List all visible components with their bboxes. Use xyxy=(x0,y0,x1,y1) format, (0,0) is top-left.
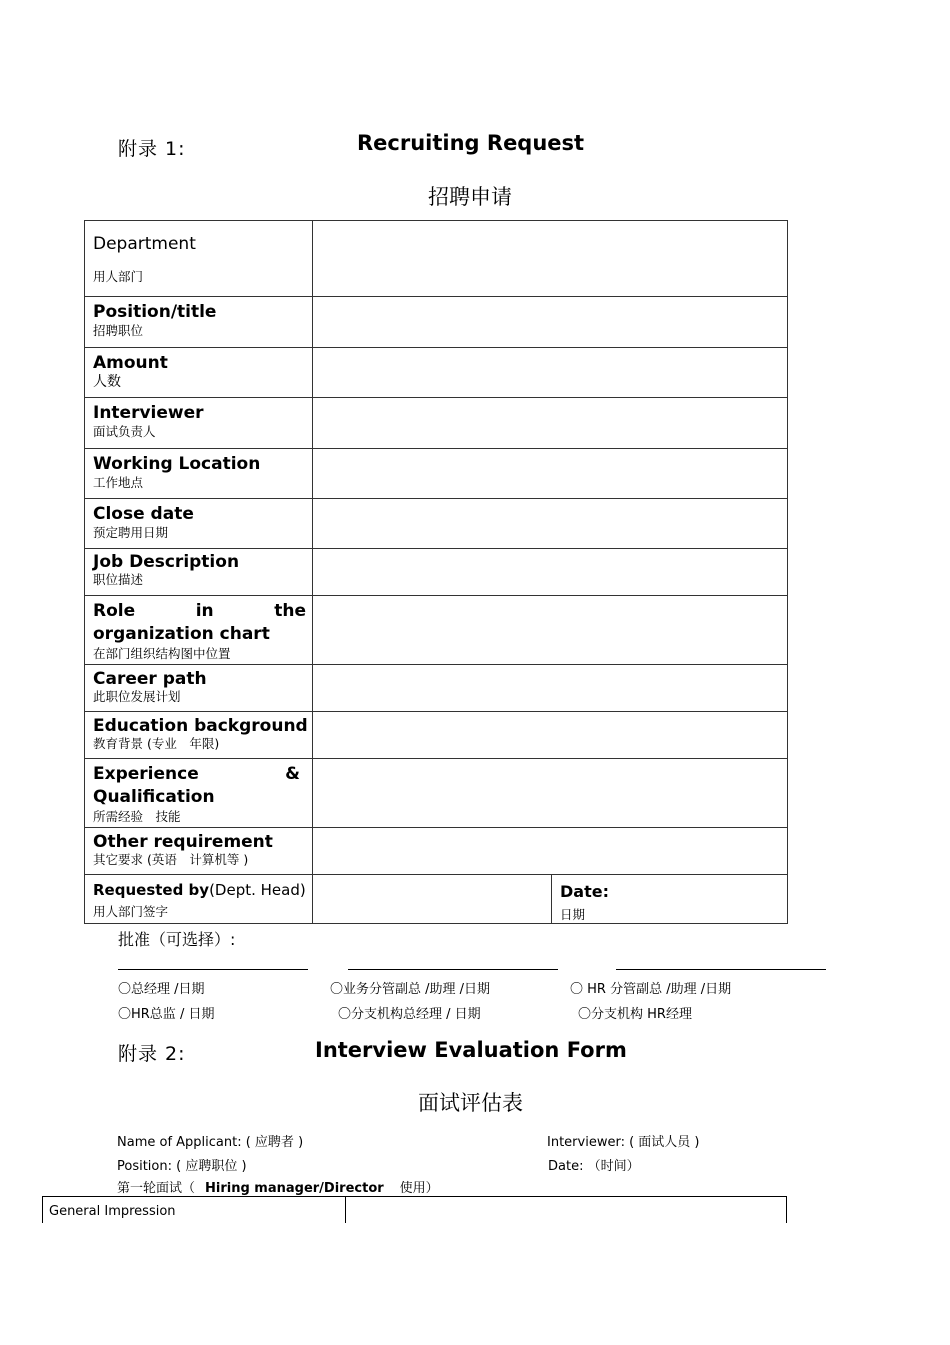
value-cell-career-path[interactable] xyxy=(313,665,788,712)
label-cell-career-path xyxy=(85,665,313,712)
requested-by-rest: (Dept. Head) xyxy=(209,881,306,899)
value-cell-interviewer[interactable] xyxy=(313,398,788,449)
date-field[interactable]: Date: （时间） xyxy=(548,1159,640,1174)
approval-signature-lines xyxy=(118,969,828,971)
signature-cell[interactable] xyxy=(313,875,552,924)
field-label-cn: 教育背景 (专业 年限) xyxy=(93,736,220,751)
approval-option[interactable]: 〇HR总监 / 日期 xyxy=(118,1007,215,1022)
label-cell-interviewer xyxy=(85,398,313,449)
recruiting-request-title: Recruiting Request xyxy=(357,131,585,155)
label-cell-experience-qualification xyxy=(85,759,313,828)
field-label-en: Career path xyxy=(93,669,207,689)
value-cell-position[interactable] xyxy=(313,297,788,348)
label-cell-requested-by xyxy=(85,875,313,924)
field-label-cn: 用人部门 xyxy=(93,269,144,284)
field-label-cn: 预定聘用日期 xyxy=(93,525,169,540)
label-cell-position xyxy=(85,297,313,348)
general-impression-label: General Impression xyxy=(49,1204,176,1219)
approval-option[interactable]: 〇业务分管副总 /助理 /日期 xyxy=(330,982,491,997)
field-label-cn: 职位描述 xyxy=(93,572,144,587)
date-label-cn: 日期 xyxy=(560,907,586,922)
field-label-en: Position/title xyxy=(93,302,217,322)
table-row xyxy=(85,348,788,398)
table-row xyxy=(85,828,788,875)
field-label-en: Amount xyxy=(93,353,168,373)
value-cell-experience-qualification[interactable] xyxy=(313,759,788,828)
field-label-cn: 工作地点 xyxy=(93,475,144,490)
table-row xyxy=(85,449,788,499)
field-label-en: Education background xyxy=(93,716,308,736)
field-label-cn: 用人部门签字 xyxy=(93,904,169,919)
column-divider xyxy=(345,1197,346,1223)
interview-round-line xyxy=(117,1177,439,1196)
signature-line xyxy=(118,969,308,970)
field-label-en: Close date xyxy=(93,504,194,524)
approval-option[interactable]: 〇分支机构 HR经理 xyxy=(578,1007,692,1022)
interview-form-subtitle: 面试评估表 xyxy=(418,1091,523,1115)
approval-option[interactable]: 〇 HR 分管副总 /助理 /日期 xyxy=(570,982,732,997)
appendix2-label: 附录 2: xyxy=(118,1043,186,1065)
requested-by-label xyxy=(93,880,312,900)
field-label-cn: 所需经验 技能 xyxy=(93,809,181,824)
field-label-cn: 此职位发展计划 xyxy=(93,689,181,704)
field-label-cn: 面试负责人 xyxy=(93,424,156,439)
label-cell-department xyxy=(85,221,313,297)
appendix1-label: 附录 1: xyxy=(118,138,186,160)
value-cell-working-location[interactable] xyxy=(313,449,788,499)
date-cell[interactable] xyxy=(552,875,788,924)
value-cell-job-description[interactable] xyxy=(313,549,788,596)
approval-label: 批准（可选择）: xyxy=(118,930,236,949)
label-cell-working-location xyxy=(85,449,313,499)
label-cell-close-date xyxy=(85,499,313,549)
field-label-cn: 在部门组织结构图中位置 xyxy=(93,646,231,661)
position-field[interactable]: Position: ( 应聘职位 ) xyxy=(117,1159,247,1174)
label-cell-role-in-org-chart xyxy=(85,596,313,665)
requested-by-bold: Requested by xyxy=(93,881,210,899)
signature-line xyxy=(616,969,826,970)
table-row xyxy=(85,712,788,759)
interviewer-field[interactable]: Interviewer: ( 面试人员 ) xyxy=(547,1135,700,1150)
table-row xyxy=(85,665,788,712)
table-row xyxy=(85,875,788,924)
table-row xyxy=(85,549,788,596)
approval-option[interactable]: 〇分支机构总经理 / 日期 xyxy=(338,1007,481,1022)
table-row xyxy=(85,759,788,828)
value-cell-department[interactable] xyxy=(313,221,788,297)
field-label-en: Job Description xyxy=(93,552,240,572)
table-row xyxy=(85,499,788,549)
signature-line xyxy=(348,969,558,970)
field-label-en: Role in the organization chart xyxy=(93,601,306,644)
value-cell-amount[interactable] xyxy=(313,348,788,398)
label-cell-job-description xyxy=(85,549,313,596)
field-label-en: Other requirement xyxy=(93,832,273,852)
evaluation-table xyxy=(42,1196,787,1223)
field-label-en: Interviewer xyxy=(93,403,204,423)
value-cell-education-background[interactable] xyxy=(313,712,788,759)
recruiting-request-table xyxy=(84,220,788,924)
field-label-cn: 招聘职位 xyxy=(93,323,144,338)
round-prefix: 第一轮面试（ xyxy=(117,1181,196,1196)
label-cell-amount xyxy=(85,348,313,398)
table-row xyxy=(85,297,788,348)
field-label-en: Experience & Qualification xyxy=(93,764,300,807)
value-cell-other-requirement[interactable] xyxy=(313,828,788,875)
table-row xyxy=(85,398,788,449)
approval-option[interactable]: 〇总经理 /日期 xyxy=(118,982,205,997)
field-label-en: Working Location xyxy=(93,454,261,474)
date-label-en: Date: xyxy=(560,882,609,901)
round-bold: Hiring manager/Director xyxy=(205,1181,384,1196)
label-cell-other-requirement xyxy=(85,828,313,875)
label-cell-education-background xyxy=(85,712,313,759)
value-cell-role-in-org-chart[interactable] xyxy=(313,596,788,665)
value-cell-close-date[interactable] xyxy=(313,499,788,549)
round-suffix: 使用） xyxy=(399,1181,439,1196)
field-label-cn: 其它要求 (英语 计算机等 ) xyxy=(93,852,249,867)
field-label-cn: 人数 xyxy=(93,374,121,390)
field-label-en: Department xyxy=(93,234,196,254)
interview-form-title: Interview Evaluation Form xyxy=(315,1038,627,1062)
table-row xyxy=(85,221,788,297)
table-row xyxy=(85,596,788,665)
applicant-name-field[interactable]: Name of Applicant: ( 应聘者 ) xyxy=(117,1135,304,1150)
recruiting-request-subtitle: 招聘申请 xyxy=(428,185,512,209)
